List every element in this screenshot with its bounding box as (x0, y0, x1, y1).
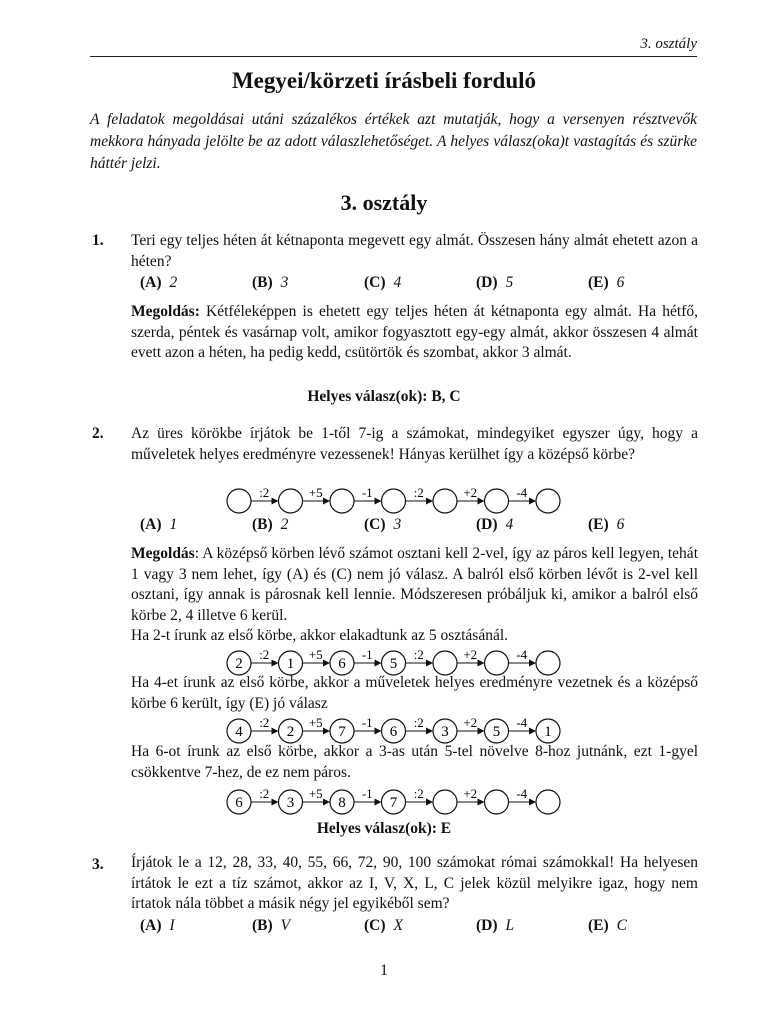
solution-text-1: : A középső körben lévő számot osztani kell 2-vel, így az páros kell legyen, tehát 1 vagy 3 nem lehet, így (A) és (C) nem jó válasz. A balról első körben lévőt is 2-vel kell osztani, így annak is párosnak kell lennie. Módszeresen próbáljuk ki, amikor a balról első körbe 2, 4 illetve 6 kerül. (131, 545, 698, 624)
option-b: (B) 2 (252, 516, 289, 533)
page-title: Megyei/körzeti írásbeli forduló (231, 68, 537, 93)
chain-circle (485, 489, 509, 513)
chain-value: 1 (286, 656, 295, 672)
chain-circle (433, 790, 457, 814)
chain-operation: -4 (516, 647, 528, 662)
chain-operation: -4 (516, 715, 528, 730)
option-a: (A) 1 (140, 516, 178, 533)
chain-operation: +5 (308, 647, 323, 662)
chain-operation: :2 (259, 715, 270, 730)
chain-operation: -4 (516, 786, 528, 801)
chain-circle (433, 489, 457, 513)
header-grade: 3. osztály (640, 36, 697, 52)
chain-value: 2 (286, 724, 295, 740)
problem-1-answer: Helyes válasz(ok): B, C (307, 388, 461, 405)
problem-1-solution (131, 302, 698, 364)
option-b: (B) V (252, 917, 291, 934)
chain-value: 6 (235, 795, 243, 811)
chain-operation: +5 (308, 786, 323, 801)
option-e: (E) C (588, 917, 628, 934)
chain-operation: +2 (463, 715, 478, 730)
chain-operation: :2 (413, 786, 424, 801)
chain-operation: :2 (413, 715, 424, 730)
problem-2-number: 2. (92, 425, 104, 442)
solution-label: Megoldás (131, 545, 195, 562)
problem-2-solution-p3: Ha 4-et írunk az első körbe, akkor a műveletek helyes eredményre vezetnek és a középső körbe 6 került, így (E) jó válasz (131, 674, 698, 712)
problem-3-options (140, 917, 700, 937)
chain-value: 6 (338, 656, 346, 672)
circle-chain-question (224, 481, 544, 515)
chain-value: 7 (389, 795, 398, 811)
chain-circle (485, 790, 509, 814)
problem-2-answer: Helyes válasz(ok): E (316, 820, 452, 837)
problem-2-text: Az üres körökbe írjátok be 1-től 7-ig a számokat, mindegyiket egyszer úgy, hogy a műveletek helyes eredményre vezessenek! Hányas kerülhet így a középső körbe? (131, 425, 698, 463)
circle-chain-try-4 (224, 711, 552, 745)
chain-operation: -1 (361, 647, 373, 662)
option-c: (C) 3 (364, 516, 402, 533)
chain-value: 3 (441, 724, 449, 740)
circle-chain-try-2 (224, 643, 544, 677)
chain-operation: :2 (259, 647, 270, 662)
chain-value: 1 (544, 724, 552, 740)
problem-1-text: Teri egy teljes héten át kétnaponta megevett egy almát. Összesen hány almát ehetett azon a héten? (131, 232, 698, 270)
option-d: (D) 4 (476, 516, 514, 533)
chain-operation: :2 (259, 485, 270, 500)
chain-operation: -1 (361, 485, 373, 500)
option-e: (E) 6 (588, 516, 625, 533)
option-a: (A) I (140, 917, 175, 934)
chain-value: 5 (389, 656, 398, 672)
option-d: (D) 5 (476, 274, 514, 291)
chain-circle (227, 489, 251, 513)
option-b: (B) 3 (252, 274, 289, 291)
option-c: (C) 4 (364, 274, 402, 291)
chain-value: 5 (492, 724, 501, 740)
problem-2-solution (131, 544, 698, 647)
chain-value: 8 (338, 795, 346, 811)
solution-text-2: Ha 2-t írunk az első körbe, akkor elakadtunk az 5 osztásánál. (131, 627, 509, 644)
page-number: 1 (380, 962, 388, 979)
option-d: (D) L (476, 917, 515, 934)
chain-circle (330, 489, 354, 513)
section-title: 3. osztály (340, 190, 428, 215)
chain-value: 7 (338, 724, 346, 740)
intro-text: A feladatok megoldásai utáni százalékos értékek azt mutatják, hogy a versenyen résztvevők mekkora hányada jelölte be az adott válaszlehetőséget. A helyes válasz(oka)t vastagítás és szürke háttér jelzi. (90, 111, 697, 172)
solution-label: Megoldás: (131, 303, 200, 320)
problem-3-text: Írjátok le a 12, 28, 33, 40, 55, 66, 72, 90, 100 számokat római számokkal! Ha helyesen írtátok le ezt a tíz számot, akkor az I, V, X, L, C jelek közül melyikre igaz, hogy nem írtatok nála többet a másik négy jel egyikéből sem? (131, 854, 698, 912)
chain-circle (433, 651, 457, 675)
chain-circle (485, 651, 509, 675)
chain-operation: :2 (259, 786, 270, 801)
chain-operation: +2 (463, 647, 478, 662)
chain-value: 4 (235, 724, 243, 740)
option-c: (C) X (364, 917, 403, 934)
option-e: (E) 6 (588, 274, 625, 291)
chain-value: 3 (286, 795, 295, 811)
chain-circle (536, 790, 560, 814)
option-a: (A) 2 (140, 274, 178, 291)
problem-2-solution-p4: Ha 6-ot írunk az első körbe, akkor a 3-as után 5-tel növelve 8-hoz jutnánk, ezt 1-gyel csökkentve 7-hez, de ez nem páros. (131, 743, 698, 781)
problem-1-options (140, 274, 700, 294)
chain-operation: :2 (413, 647, 424, 662)
problem-3-number: 3. (92, 856, 104, 873)
problem-2-options (140, 516, 700, 536)
circle-chain-try-6 (224, 782, 544, 816)
chain-operation: +5 (308, 715, 323, 730)
running-header (90, 34, 697, 57)
chain-operation: :2 (413, 485, 424, 500)
chain-operation: +5 (308, 485, 323, 500)
chain-circle (536, 489, 560, 513)
chain-circle (382, 489, 406, 513)
chain-operation: +2 (463, 485, 478, 500)
problem-1-number: 1. (92, 232, 104, 249)
chain-value: 6 (389, 724, 398, 740)
chain-operation: -1 (361, 786, 373, 801)
chain-circle (536, 651, 560, 675)
chain-operation: -1 (361, 715, 373, 730)
chain-circle (279, 489, 303, 513)
chain-operation: +2 (463, 786, 478, 801)
solution-text: Kétféleképpen is ehetett egy teljes héten át kétnaponta egy almát. Ha hétfő, szerda, péntek és vasárnap volt, amikor fogyasztott egy-egy almát, akkor összesen 4 almát evett azon a héten, ha pedig kedd, csütörtök és szombat, akkor 3 almát. (131, 303, 699, 361)
chain-operation: -4 (516, 485, 528, 500)
chain-value: 2 (235, 656, 243, 672)
